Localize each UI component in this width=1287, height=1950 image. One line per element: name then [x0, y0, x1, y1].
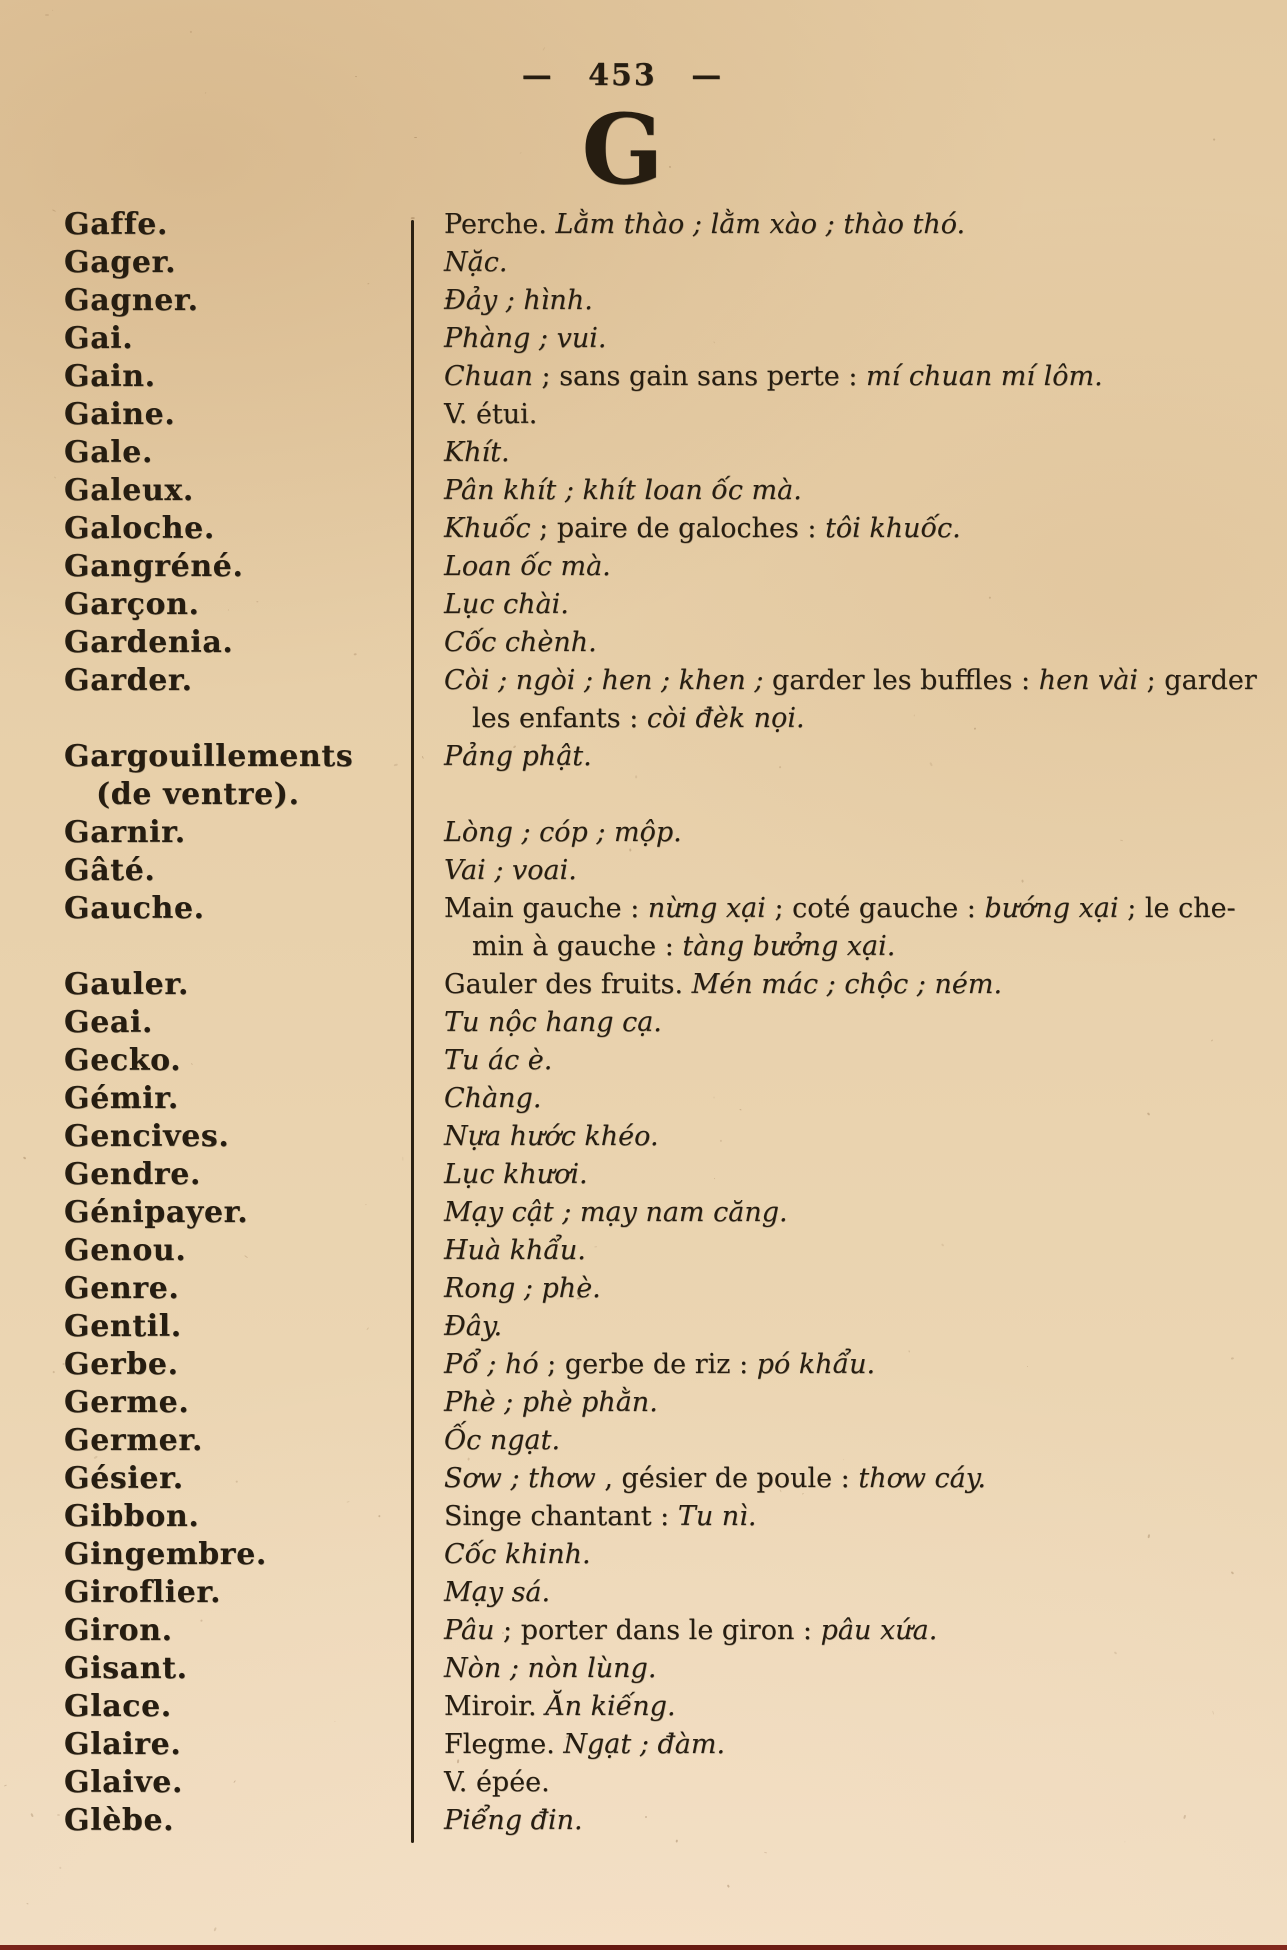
entry-definition — [412, 662, 1287, 738]
term-line: Gémir. — [64, 1081, 179, 1116]
entry-definition — [412, 244, 1287, 282]
term-line: Gerbe. — [64, 1347, 179, 1382]
entry-term — [0, 548, 412, 586]
dictionary-entry — [0, 738, 1287, 814]
translation-text: Chuan — [444, 361, 533, 392]
dictionary-entry — [0, 282, 1287, 320]
definition-line — [444, 1194, 1287, 1232]
dictionary-entry — [0, 662, 1287, 738]
entry-definition — [412, 1650, 1287, 1688]
term-line: Garçon. — [64, 587, 200, 622]
entry-definition — [412, 814, 1287, 852]
entry-term — [0, 282, 412, 320]
dictionary-entry — [0, 1270, 1287, 1308]
definition-line — [444, 1802, 1287, 1840]
section-letter-heading: G — [581, 93, 664, 206]
translation-text: Lục khươi. — [444, 1159, 588, 1190]
definition-line — [444, 1460, 1287, 1498]
french-text: garder les buffles : — [763, 665, 1039, 696]
term-line: Galeux. — [64, 473, 194, 508]
entry-definition — [412, 852, 1287, 890]
translation-text: nừng xại — [647, 893, 766, 924]
definition-line — [444, 1536, 1287, 1574]
translation-text: Tu nộc hang cạ. — [444, 1007, 662, 1038]
term-line: Giroflier. — [64, 1575, 222, 1610]
french-text: V. étui. — [444, 399, 538, 430]
entry-definition — [412, 966, 1287, 1004]
definition-line — [444, 1004, 1287, 1042]
entry-definition — [412, 396, 1287, 434]
translation-text: Cốc khinh. — [444, 1539, 591, 1570]
entry-term — [0, 1498, 412, 1536]
french-text: V. épée. — [444, 1767, 550, 1798]
translation-text: hen vài — [1038, 665, 1139, 696]
entry-term — [0, 1764, 412, 1802]
definition-line — [444, 1080, 1287, 1118]
dictionary-entry — [0, 1080, 1287, 1118]
term-line: Gencives. — [64, 1119, 230, 1154]
dictionary-entry — [0, 244, 1287, 282]
entry-definition — [412, 1384, 1287, 1422]
term-line: Gager. — [64, 245, 177, 280]
entry-definition — [412, 472, 1287, 510]
translation-text: Đây. — [444, 1311, 503, 1342]
definition-line — [444, 1726, 1287, 1764]
entry-definition — [412, 1460, 1287, 1498]
definition-line — [444, 814, 1287, 852]
entry-definition — [412, 1498, 1287, 1536]
entry-term — [0, 206, 412, 244]
definition-line — [444, 1612, 1287, 1650]
dictionary-entry — [0, 1460, 1287, 1498]
definition-line — [444, 510, 1287, 548]
entry-definition — [412, 1194, 1287, 1232]
definition-line — [444, 434, 1287, 472]
term-line: Gain. — [64, 359, 156, 394]
translation-text: Phè ; phè phằn. — [444, 1387, 658, 1418]
dictionary-entry — [0, 1422, 1287, 1460]
term-line: Gaine. — [64, 397, 176, 432]
term-line: Germe. — [64, 1385, 190, 1420]
entry-definition — [412, 1080, 1287, 1118]
translation-text: Ăn kiếng. — [545, 1691, 676, 1722]
term-line: Genou. — [64, 1233, 187, 1268]
dictionary-entry — [0, 1004, 1287, 1042]
definition-line — [444, 1232, 1287, 1270]
translation-text: Mạy cật ; mạy nam căng. — [444, 1197, 788, 1228]
translation-text: Nựa hước khéo. — [444, 1121, 659, 1152]
translation-text: mí chuan mí lôm. — [866, 361, 1103, 392]
definition-line — [444, 1688, 1287, 1726]
translation-text: thơw cáy. — [858, 1463, 987, 1494]
definition-line — [444, 852, 1287, 890]
dictionary-entry — [0, 510, 1287, 548]
definition-line — [444, 1346, 1287, 1384]
paper-speckle — [213, 1927, 217, 1932]
definition-line — [444, 1270, 1287, 1308]
french-text: Miroir. — [444, 1691, 546, 1722]
term-line: Garnir. — [64, 815, 186, 850]
term-line: Gecko. — [64, 1043, 182, 1078]
paper-speckle — [45, 14, 49, 17]
translation-text: Còi ; ngòi ; hen ; khen ; — [444, 665, 764, 696]
translation-text: Pâu — [444, 1615, 495, 1646]
term-line: Gargouillements — [64, 739, 354, 774]
definition-line — [444, 396, 1287, 434]
entry-term — [0, 586, 412, 624]
term-line: Gésier. — [64, 1461, 184, 1496]
term-line: Geai. — [64, 1005, 153, 1040]
term-line: Gendre. — [64, 1157, 202, 1192]
translation-text: Nòn ; nòn lùng. — [444, 1653, 657, 1684]
entry-term — [0, 1156, 412, 1194]
dictionary-entry — [0, 1118, 1287, 1156]
entry-definition — [412, 1232, 1287, 1270]
term-line: (de ventre). — [96, 777, 300, 812]
paper-speckle — [727, 1884, 730, 1887]
entry-term — [0, 1042, 412, 1080]
definition-line — [444, 1764, 1287, 1802]
term-line: Gâté. — [64, 853, 156, 888]
translation-text: Loan ốc mà. — [444, 551, 611, 582]
dictionary-entry — [0, 586, 1287, 624]
entry-term — [0, 1650, 412, 1688]
term-line: Galoche. — [64, 511, 215, 546]
definition-line — [444, 320, 1287, 358]
entry-definition — [412, 548, 1287, 586]
term-line: Germer. — [64, 1423, 204, 1458]
entry-term — [0, 1346, 412, 1384]
french-text: ; gerbe de riz : — [538, 1349, 757, 1380]
translation-text: Lòng ; cóp ; mộp. — [444, 817, 682, 848]
entry-term — [0, 624, 412, 662]
translation-text: Tu ác è. — [444, 1045, 553, 1076]
dictionary-entry — [0, 1764, 1287, 1802]
translation-text: Phàng ; vui. — [444, 323, 607, 354]
translation-text: Khuốc — [444, 513, 531, 544]
page-bottom-edge — [0, 1945, 1287, 1950]
term-line: Gisant. — [64, 1651, 188, 1686]
entry-term — [0, 1384, 412, 1422]
entry-definition — [412, 624, 1287, 662]
entry-definition — [412, 1764, 1287, 1802]
entry-definition — [412, 1422, 1287, 1460]
definition-line — [444, 1422, 1287, 1460]
definition-line — [444, 1650, 1287, 1688]
entry-term — [0, 814, 412, 852]
definition-line — [444, 244, 1287, 282]
term-line: Giron. — [64, 1613, 173, 1648]
term-line: Glèbe. — [64, 1803, 175, 1838]
entry-term — [0, 1612, 412, 1650]
translation-text: Lục chài. — [444, 589, 569, 620]
french-text: , gésier de poule : — [595, 1463, 859, 1494]
definition-line — [444, 1042, 1287, 1080]
dictionary-entry — [0, 1536, 1287, 1574]
dictionary-entry — [0, 1384, 1287, 1422]
definition-line — [444, 1308, 1287, 1346]
french-text: Main gauche : — [444, 893, 648, 924]
dictionary-entry — [0, 1042, 1287, 1080]
translation-text: Sơw ; thơw — [444, 1463, 596, 1494]
translation-text: Chàng. — [444, 1083, 542, 1114]
dictionary-entry — [0, 434, 1287, 472]
entry-definition — [412, 890, 1287, 966]
french-text: min à gauche : — [472, 931, 683, 962]
french-text: Flegme. — [444, 1729, 564, 1760]
definition-line — [444, 662, 1287, 700]
translation-text: Piểng đin. — [444, 1805, 583, 1836]
definition-line — [444, 700, 1287, 738]
entry-term — [0, 320, 412, 358]
entry-term — [0, 1270, 412, 1308]
dictionary-entry — [0, 320, 1287, 358]
entry-definition — [412, 1346, 1287, 1384]
entry-definition — [412, 1726, 1287, 1764]
translation-text: Ốc ngạt. — [444, 1425, 561, 1456]
translation-text: tôi khuốc. — [825, 513, 961, 544]
term-line: Gauler. — [64, 967, 190, 1002]
entry-term — [0, 1118, 412, 1156]
paper-speckle — [190, 31, 193, 34]
term-line: Gauche. — [64, 891, 205, 926]
definition-line — [444, 1498, 1287, 1536]
french-text: ; sans gain sans perte : — [532, 361, 867, 392]
entry-term — [0, 662, 412, 700]
translation-text: pâu xứa. — [820, 1615, 938, 1646]
entry-definition — [412, 1802, 1287, 1840]
dictionary-entry — [0, 1232, 1287, 1270]
translation-text: Huà khẩu. — [444, 1235, 586, 1266]
dictionary-entry — [0, 1308, 1287, 1346]
entry-definition — [412, 320, 1287, 358]
dictionary-entry — [0, 1726, 1287, 1764]
paper-speckle — [26, 1903, 28, 1905]
translation-text: Khít. — [444, 437, 510, 468]
term-line: Gaffe. — [64, 207, 169, 242]
dictionary-entry — [0, 1688, 1287, 1726]
dictionary-entry — [0, 1346, 1287, 1384]
dictionary-entry — [0, 396, 1287, 434]
dictionary-entry — [0, 1194, 1287, 1232]
dictionary-entry — [0, 852, 1287, 890]
entry-definition — [412, 434, 1287, 472]
dictionary-entry — [0, 358, 1287, 396]
term-line: Gagner. — [64, 283, 199, 318]
definition-line — [444, 1156, 1287, 1194]
dictionary-entry — [0, 548, 1287, 586]
translation-text: Mén mác ; chộc ; ném. — [691, 969, 1003, 1000]
dictionary-entry — [0, 966, 1287, 1004]
term-line: Gardenia. — [64, 625, 234, 660]
translation-text: Ngạt ; đàm. — [563, 1729, 726, 1760]
translation-text: còi đèk nọi. — [646, 703, 805, 734]
term-line: Glaire. — [64, 1727, 182, 1762]
entry-term — [0, 1194, 412, 1232]
entry-term — [0, 472, 412, 510]
term-line: Gibbon. — [64, 1499, 200, 1534]
dictionary-entry — [0, 1612, 1287, 1650]
definition-line — [444, 928, 1287, 966]
definition-line — [444, 738, 1287, 776]
definition-line — [444, 966, 1287, 1004]
page-number: — 453 — — [521, 58, 724, 93]
entry-term — [0, 738, 412, 814]
entry-term — [0, 1802, 412, 1840]
entry-term — [0, 1460, 412, 1498]
paper-speckle — [543, 46, 546, 50]
entry-term — [0, 396, 412, 434]
translation-text: Nặc. — [444, 247, 508, 278]
entry-term — [0, 1574, 412, 1612]
entry-definition — [412, 1004, 1287, 1042]
entry-definition — [412, 282, 1287, 320]
translation-text: Pân khít ; khít loan ốc mà. — [444, 475, 802, 506]
dictionary-entry — [0, 1574, 1287, 1612]
translation-text: Đảy ; hình. — [444, 285, 593, 316]
translation-text: Mạy sá. — [444, 1577, 551, 1608]
entry-term — [0, 1688, 412, 1726]
dictionary-entry — [0, 1802, 1287, 1840]
definition-line — [444, 358, 1287, 396]
dictionary-entry — [0, 890, 1287, 966]
dictionary-entry — [0, 624, 1287, 662]
dictionary-entry — [0, 1650, 1287, 1688]
definition-line — [444, 586, 1287, 624]
entry-term — [0, 244, 412, 282]
term-line: Gale. — [64, 435, 153, 470]
french-text: ; le che- — [1118, 893, 1236, 924]
entry-definition — [412, 1612, 1287, 1650]
dictionary-entry — [0, 472, 1287, 510]
entry-term — [0, 510, 412, 548]
translation-text: Pảng phật. — [444, 741, 592, 772]
translation-text: Cốc chènh. — [444, 627, 597, 658]
french-text: ; paire de galoches : — [530, 513, 826, 544]
term-line: Gingembre. — [64, 1537, 267, 1572]
entry-term — [0, 434, 412, 472]
dictionary-entry — [0, 1156, 1287, 1194]
entry-term — [0, 1422, 412, 1460]
french-text: Singe chantant : — [444, 1501, 678, 1532]
dictionary-entry — [0, 814, 1287, 852]
definition-line — [444, 548, 1287, 586]
term-line: Glaive. — [64, 1765, 184, 1800]
french-text: ; garder — [1138, 665, 1257, 696]
term-line: Gangréné. — [64, 549, 244, 584]
entry-term — [0, 1080, 412, 1118]
definition-line — [444, 472, 1287, 510]
french-text: ; porter dans le giron : — [494, 1615, 821, 1646]
dictionary-entries-list — [0, 206, 1287, 1840]
entry-definition — [412, 1042, 1287, 1080]
dictionary-entry — [0, 206, 1287, 244]
term-line: Gentil. — [64, 1309, 182, 1344]
translation-text: Lằm thào ; lằm xào ; thào thó. — [555, 209, 966, 240]
translation-text: Rong ; phè. — [444, 1273, 601, 1304]
paper-speckle — [1124, 1841, 1126, 1843]
translation-text: bướng xại — [984, 893, 1119, 924]
entry-term — [0, 852, 412, 890]
entry-definition — [412, 1536, 1287, 1574]
entry-definition — [412, 510, 1287, 548]
entry-definition — [412, 358, 1287, 396]
translation-text: tàng bưởng xại. — [682, 931, 896, 962]
definition-line — [444, 1118, 1287, 1156]
term-line: Gai. — [64, 321, 134, 356]
entry-definition — [412, 738, 1287, 776]
term-line: Génipayer. — [64, 1195, 249, 1230]
paper-speckle — [764, 1852, 767, 1854]
entry-term — [0, 890, 412, 928]
entry-definition — [412, 1270, 1287, 1308]
entry-term — [0, 358, 412, 396]
definition-line — [444, 1384, 1287, 1422]
entry-term — [0, 1004, 412, 1042]
entry-definition — [412, 586, 1287, 624]
entry-term — [0, 1232, 412, 1270]
entry-definition — [412, 1688, 1287, 1726]
term-line: Glace. — [64, 1689, 172, 1724]
french-text: Gauler des fruits. — [444, 969, 692, 1000]
entry-definition — [412, 1574, 1287, 1612]
paper-speckle — [59, 1867, 62, 1870]
entry-definition — [412, 206, 1287, 244]
french-text: Perche. — [444, 209, 556, 240]
definition-line — [444, 206, 1287, 244]
entry-definition — [412, 1118, 1287, 1156]
entry-term — [0, 1726, 412, 1764]
paper-speckle — [52, 9, 54, 11]
term-line: Genre. — [64, 1271, 180, 1306]
entry-term — [0, 1536, 412, 1574]
french-text: les enfants : — [472, 703, 647, 734]
translation-text: Pổ ; hó — [444, 1349, 539, 1380]
definition-line — [444, 624, 1287, 662]
definition-line — [444, 1574, 1287, 1612]
definition-line — [444, 890, 1287, 928]
definition-line — [444, 282, 1287, 320]
dictionary-entry — [0, 1498, 1287, 1536]
entry-term — [0, 966, 412, 1004]
french-text: ; coté gauche : — [765, 893, 985, 924]
entry-term — [0, 1308, 412, 1346]
entry-definition — [412, 1308, 1287, 1346]
entry-definition — [412, 1156, 1287, 1194]
translation-text: Vai ; voai. — [444, 855, 577, 886]
term-line: Garder. — [64, 663, 193, 698]
translation-text: pó khẩu. — [756, 1349, 876, 1380]
translation-text: Tu nì. — [677, 1501, 757, 1532]
